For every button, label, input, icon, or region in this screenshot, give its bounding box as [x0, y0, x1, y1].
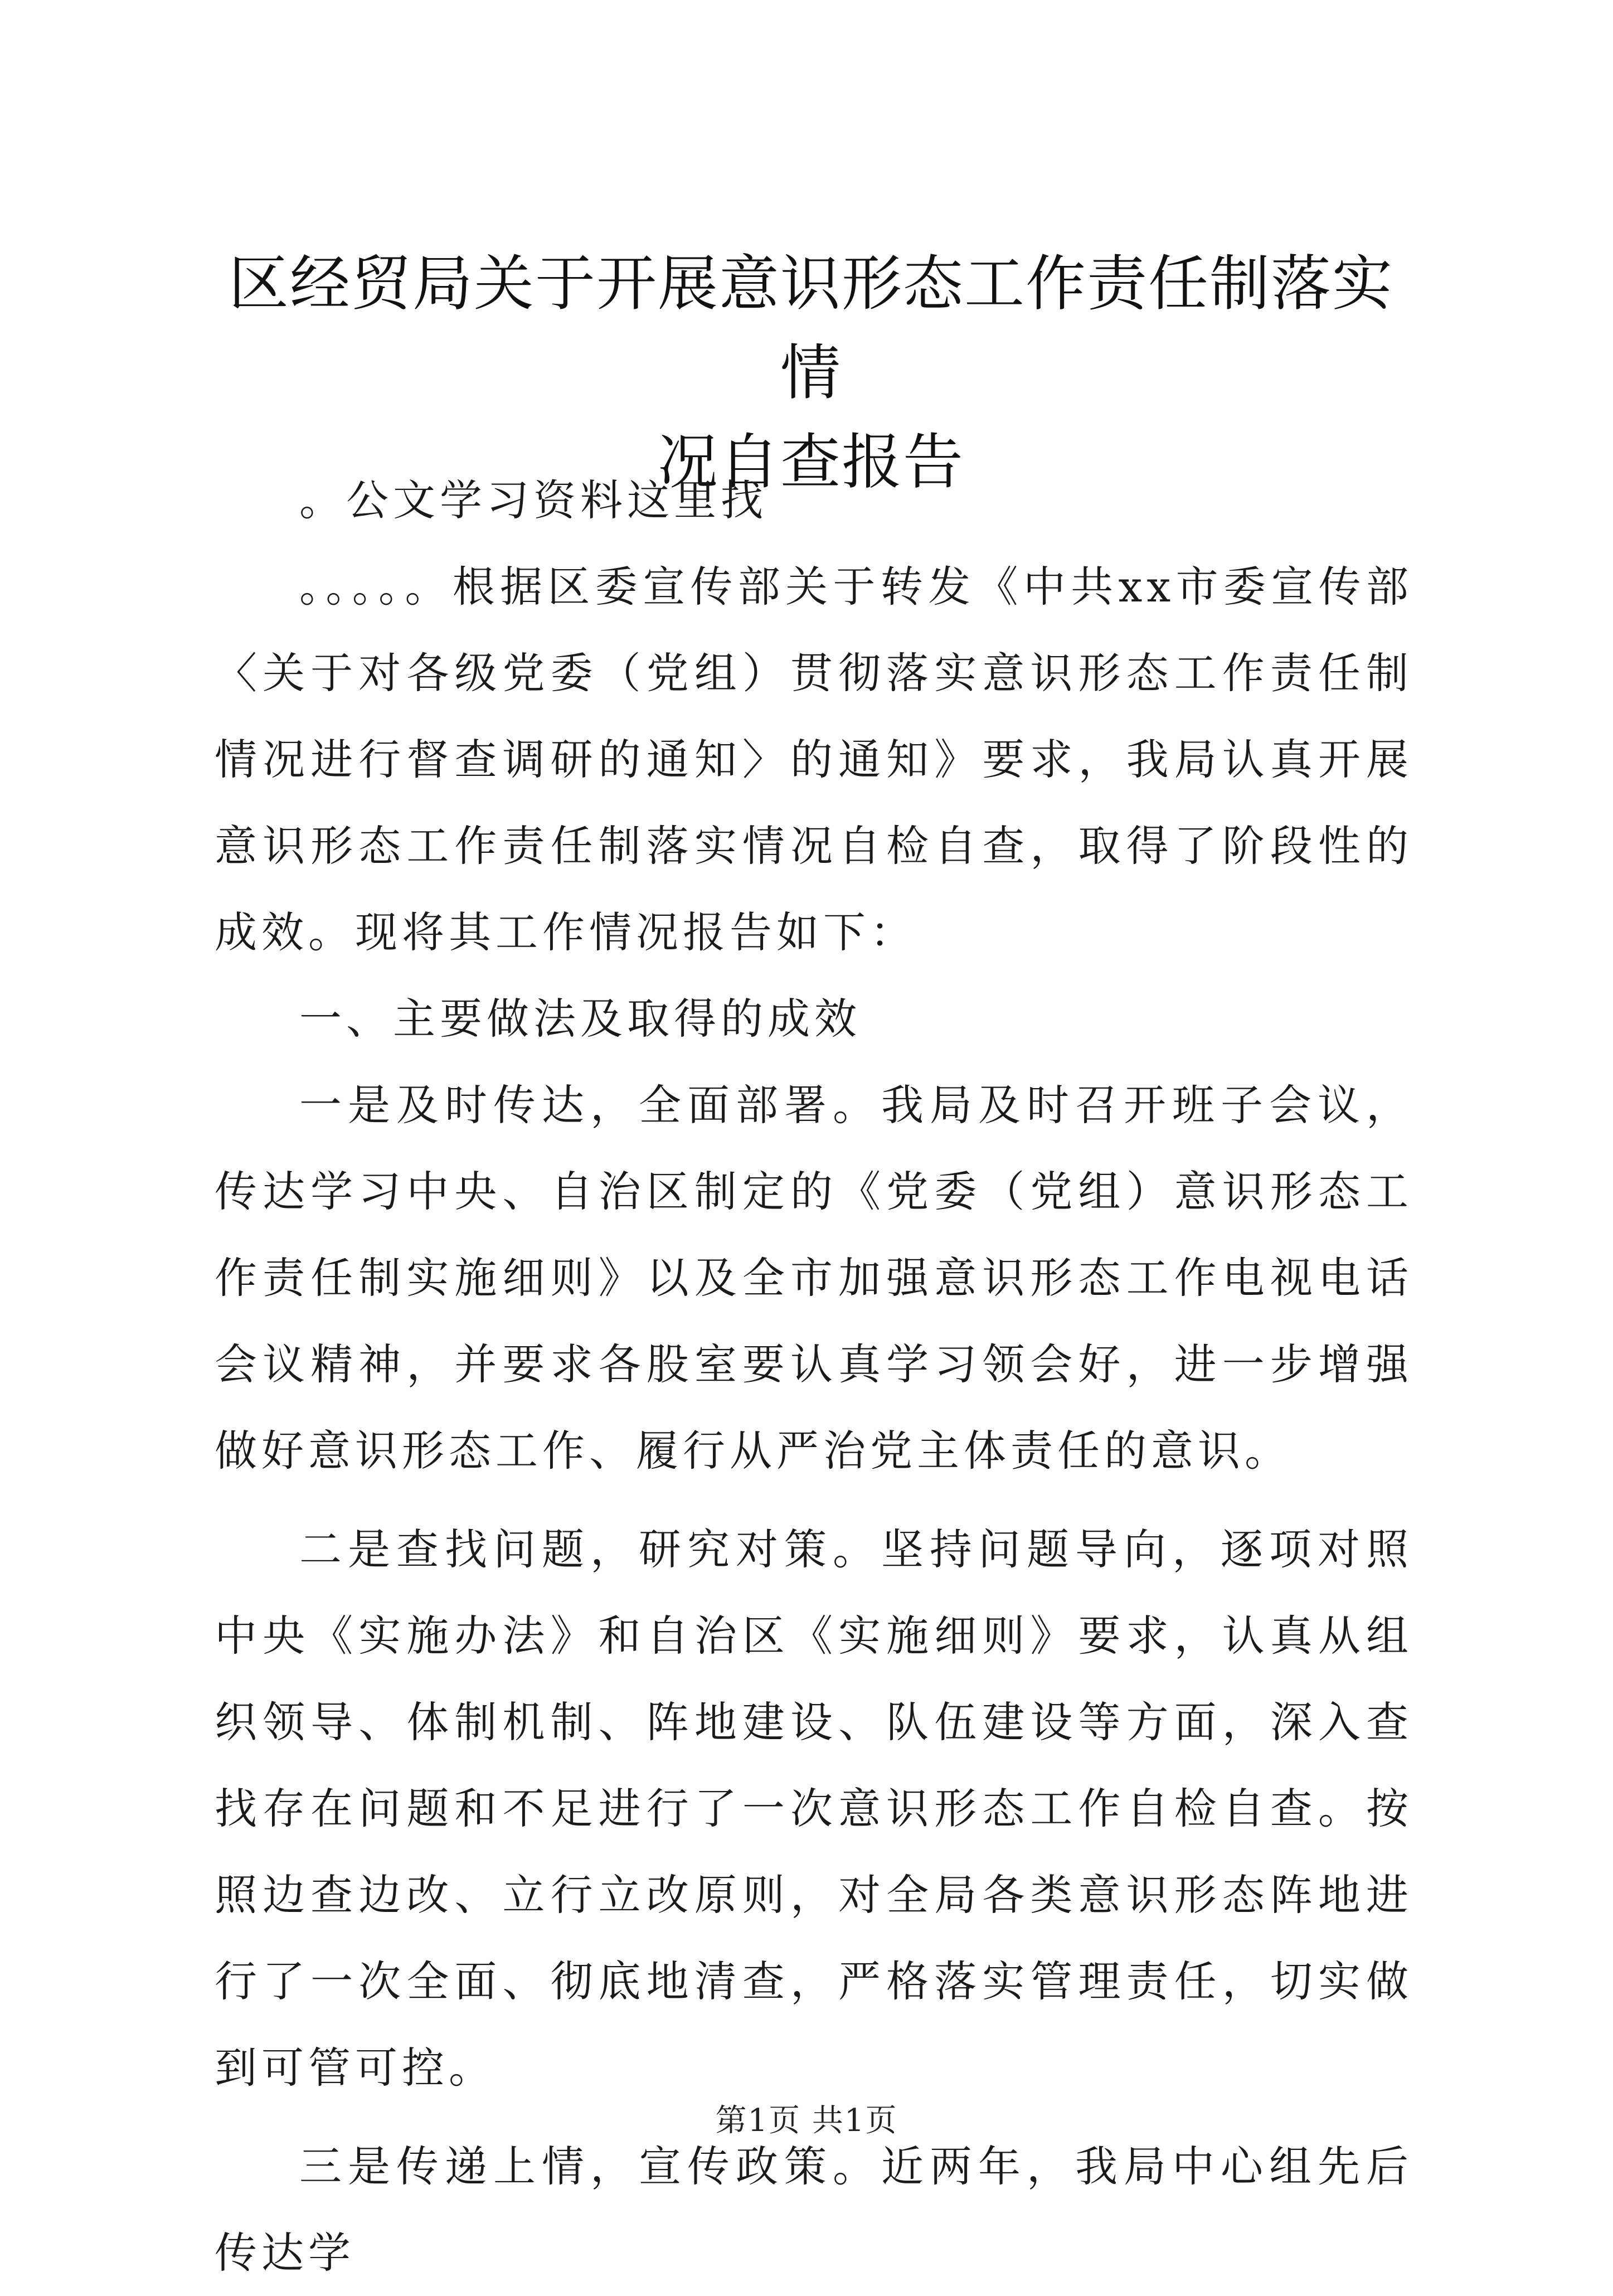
- paragraph-point-3: 三是传递上情，宣传政策。近两年，我局中心组先后传达学: [215, 2142, 1413, 2278]
- page-footer: 第1页 共1页: [715, 2103, 898, 2139]
- paragraph-point-2: 二是查找问题，研究对策。坚持问题导向，逐项对照中央《实施办法》和自治区《实施细则》要求，认真从组织领导、体制机制、阵地建设、队伍建设等方面，深入查找存在问题和不足进行了一次意识形态工作自检自查。按照边查边改、立行立改原则，对全局各类意识形态阵地进行了一次全面、彻底地清查，严格落实管理责任，切实做到可管可控。: [215, 1525, 1413, 2093]
- title-line-2: 况自查报告: [657, 428, 964, 497]
- title-line-1: 区经贸局关于开展意识形态工作责任制落实情: [228, 249, 1393, 408]
- paragraph-point-1: 一是及时传达，全面部署。我局及时召开班子会议，传达学习中央、自治区制定的《党委（党组）意识形态工作责任制实施细则》以及全市加强意识形态工作电视电话会议精神，并要求各股室要认真学习领会好，进一步增强做好意识形态工作、履行从严治党主体责任的意识。: [215, 1080, 1413, 1475]
- paragraph-intro: 。。。。。根据区委宣传部关于转发《中共xx市委宣传部〈关于对各级党委（党组）贯彻落实意识形态工作责任制情况进行督查调研的通知〉的通知》要求，我局认真开展意识形态工作责任制落实情况自检自查，取得了阶段性的成效。现将其工作情况报告如下：: [215, 562, 1413, 957]
- paragraph-source-note: 。公文学习资料这里找: [299, 475, 767, 525]
- document-body: [215, 457, 1413, 2296]
- section-heading: 一、主要做法及取得的成效: [299, 994, 861, 1043]
